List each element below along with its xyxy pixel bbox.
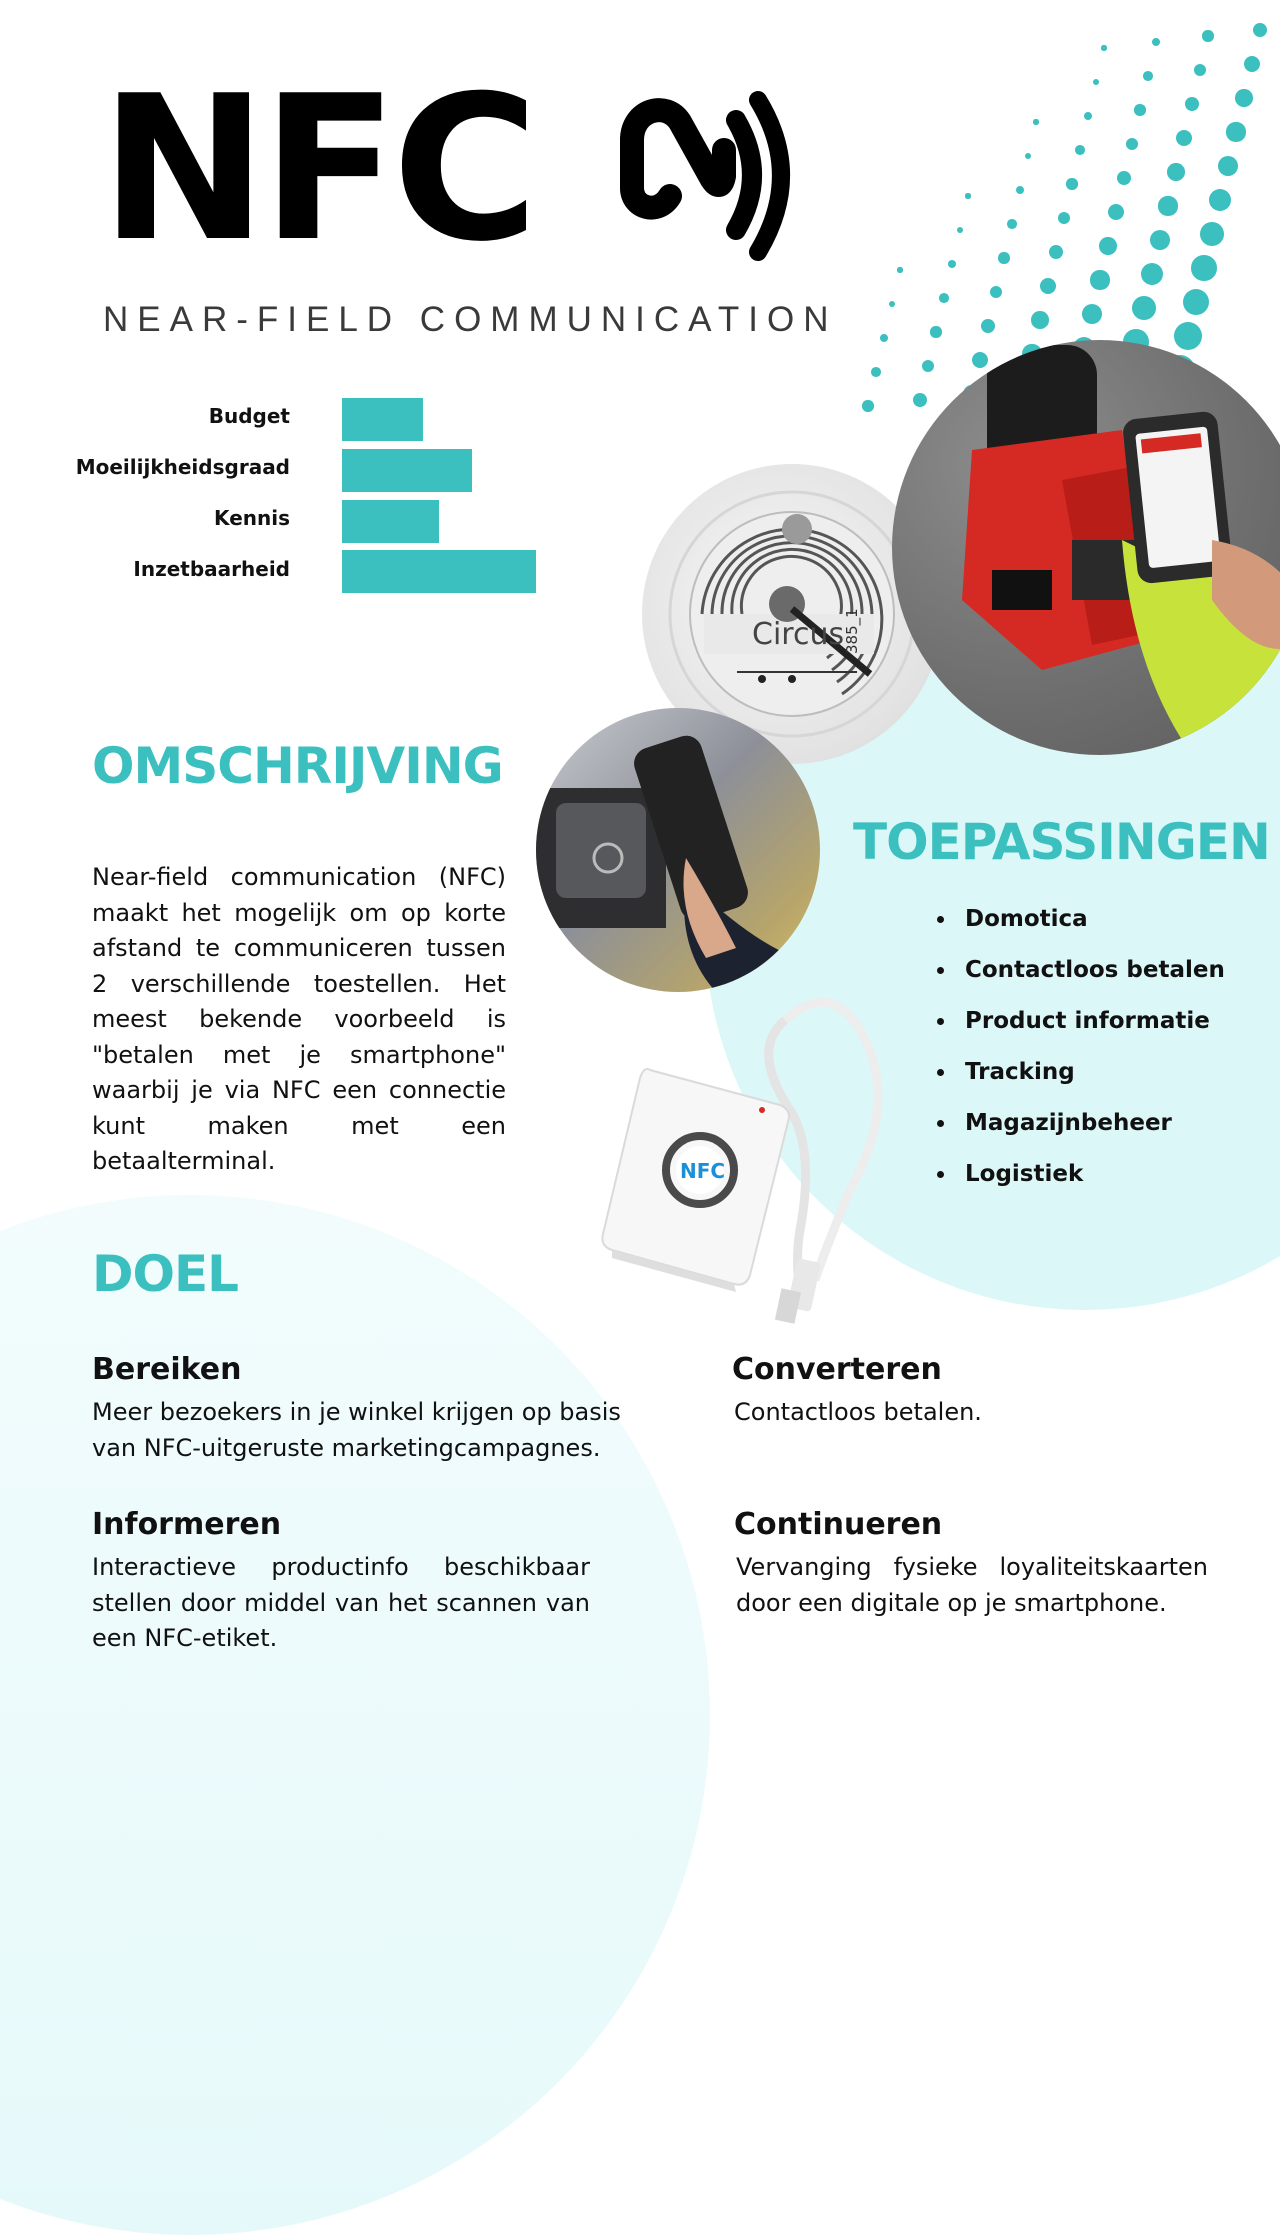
rating-label-budget: Budget: [208, 404, 290, 428]
decorative-dot: [1150, 230, 1171, 251]
rating-label-inzetbaarheid: Inzetbaarheid: [133, 557, 290, 581]
decorative-dot: [1158, 196, 1177, 215]
decorative-dot: [1134, 104, 1145, 115]
decorative-dot: [862, 400, 873, 411]
decorative-dot: [1040, 278, 1056, 294]
decorative-dot: [1176, 130, 1192, 146]
usb-reader-illustration: [600, 990, 900, 1330]
doel-bg-circle: [0, 1195, 710, 2235]
decorative-dot: [1209, 189, 1231, 211]
rating-label-moeilijkheidsgraad: Moeilijkheidsgraad: [75, 455, 290, 479]
decorative-dot: [1183, 289, 1210, 316]
page-subtitle: NEAR-FIELD COMMUNICATION: [103, 300, 838, 339]
nfc-tag-code: 385_1: [843, 608, 861, 654]
decorative-dot: [930, 326, 941, 337]
decorative-dot: [1126, 138, 1139, 151]
decorative-dot: [1202, 30, 1213, 41]
decorative-dot: [1235, 89, 1253, 107]
goal-title-informeren: Informeren: [92, 1507, 282, 1542]
goal-heading: DOEL: [92, 1245, 239, 1303]
decorative-dot: [1185, 97, 1199, 111]
contactless-payment-photo: [536, 708, 820, 992]
decorative-dot: [1253, 23, 1267, 37]
decorative-dot: [871, 367, 881, 377]
list-item: • Magazijnbeheer: [957, 1101, 1225, 1152]
decorative-dot: [1117, 171, 1131, 185]
decorative-dot: [1218, 156, 1239, 177]
decorative-dot: [1025, 153, 1032, 160]
decorative-dot: [1141, 263, 1163, 285]
rating-bar-budget: [342, 398, 423, 441]
decorative-dot: [1007, 219, 1017, 229]
list-item: • Product informatie: [957, 999, 1225, 1050]
decorative-dot: [1099, 237, 1117, 255]
goal-text-informeren: Interactieve productinfo beschikbaar stellen door middel van het scannen van een NFC-etiket.: [92, 1553, 590, 1652]
description-heading: OMSCHRIJVING: [92, 737, 503, 795]
reader-nfc-logo: NFC: [680, 1159, 726, 1183]
decorative-dot: [1031, 311, 1049, 329]
decorative-dot: [957, 227, 964, 234]
goal-text-bereiken: Meer bezoekers in je winkel krijgen op basis van NFC-uitgeruste marketingcampagnes.: [92, 1398, 621, 1462]
goal-text-continueren: Vervanging fysieke loyaliteitskaarten door een digitale op je smartphone.: [736, 1553, 1208, 1617]
goal-title-bereiken: Bereiken: [92, 1352, 242, 1387]
applications-heading: TOEPASSINGEN: [853, 813, 1270, 871]
decorative-dot: [1084, 112, 1092, 120]
decorative-dot: [1033, 119, 1038, 124]
decorative-dot: [1167, 163, 1185, 181]
nfc-tag-label: Circus: [752, 617, 845, 652]
goal-text-converteren: Contactloos betalen.: [734, 1398, 982, 1426]
goal-title-continueren: Continueren: [734, 1507, 943, 1542]
decorative-dot: [1200, 222, 1224, 246]
decorative-dot: [948, 260, 956, 268]
list-item: • Logistiek: [957, 1152, 1225, 1203]
decorative-dot: [1075, 145, 1085, 155]
decorative-dot: [1174, 322, 1202, 350]
decorative-dot: [972, 352, 988, 368]
decorative-dot: [1191, 255, 1216, 280]
list-item: • Domotica: [957, 897, 1225, 948]
decorative-dot: [1194, 64, 1207, 77]
decorative-dot: [1066, 178, 1077, 189]
decorative-dot: [965, 193, 970, 198]
decorative-dot: [1093, 79, 1100, 86]
decorative-dot: [1049, 245, 1063, 259]
decorative-dot: [1226, 122, 1245, 141]
goal-title-converteren: Converteren: [732, 1352, 942, 1387]
decorative-dot: [1108, 204, 1124, 220]
decorative-dot: [990, 286, 1003, 299]
decorative-dot: [1132, 296, 1156, 320]
decorative-dot: [1143, 71, 1153, 81]
decorative-dot: [913, 393, 927, 407]
decorative-dot: [998, 252, 1009, 263]
decorative-dot: [1090, 270, 1109, 289]
decorative-dot: [922, 360, 935, 373]
decorative-dot: [889, 301, 896, 308]
decorative-dot: [1244, 56, 1260, 72]
decorative-dot: [897, 267, 902, 272]
rating-bar-moeilijkheidsgraad: [342, 449, 472, 492]
payment-illustration: [536, 708, 820, 992]
rating-label-kennis: Kennis: [214, 506, 290, 530]
decorative-dot: [1058, 212, 1071, 225]
applications-list: [935, 897, 1225, 1203]
description-text: Near-field communication (NFC) maakt het mogelijk om op korte afstand te communiceren tussen 2 verschillende toestellen. Het meest bekende voorbeeld is "betalen met je smartphone" waarbij je via NFC een connectie kunt maken met een betaalterminal.: [92, 863, 506, 1175]
rating-bar-kennis: [342, 500, 439, 543]
list-item: • Contactloos betalen: [957, 948, 1225, 999]
list-item: • Tracking: [957, 1050, 1225, 1101]
rating-bar-inzetbaarheid: [342, 550, 536, 593]
decorative-dot: [1152, 38, 1160, 46]
nfc-reader-photo: [600, 990, 900, 1330]
decorative-dot: [1016, 186, 1024, 194]
nfc-contactless-icon: [618, 80, 808, 275]
decorative-dot: [1101, 45, 1106, 50]
decorative-dot: [880, 334, 888, 342]
decorative-dot: [1082, 304, 1103, 325]
decorative-dot: [939, 293, 949, 303]
decorative-dot: [981, 319, 995, 333]
page-title: NFC: [100, 53, 533, 286]
